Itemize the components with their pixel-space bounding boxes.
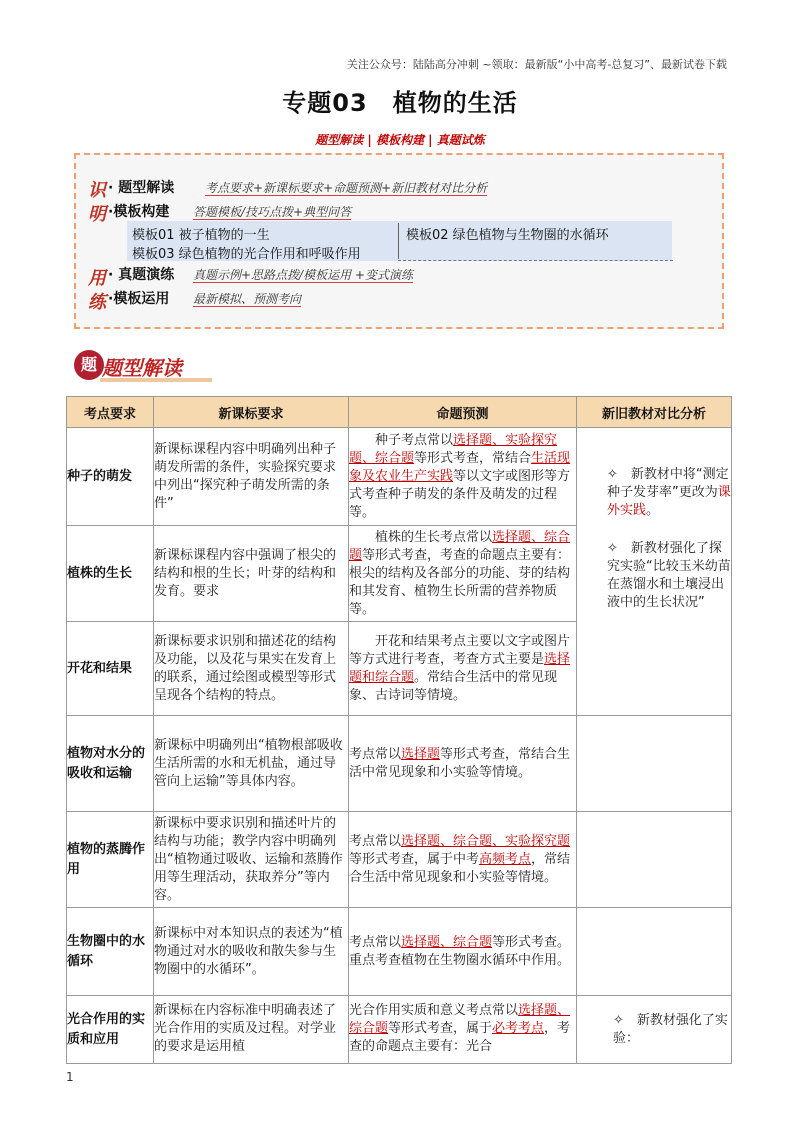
outline-row-desc: 最新模拟、预测考向: [193, 292, 302, 306]
outline-row-label: ·模板构建: [108, 204, 170, 220]
topic-cell: 生物圈中的水循环: [67, 908, 154, 996]
table-row: [67, 428, 732, 526]
requirement-cell: 新课标中要求识别和描述叶片的结构与功能；教学内容中明确列出“植物通过吸收、运输和蒸腾作用等生理活动，获取养分”等内容。: [154, 812, 349, 908]
prediction-cell: 光合作用实质和意义考点常以选择题、综合题等形式考查，属于必考考点，考查的命题点主要有：光合: [349, 996, 577, 1064]
prediction-cell: 考点常以选择题、综合题、实验探究题等形式考查，属于中考高频考点，常结合生活中常见现象和小实验等情境。: [349, 812, 577, 908]
outline-row-desc: 答题模板/技巧点拨+典型问答: [193, 205, 352, 219]
template-item[interactable]: 模板01 被子植物的一生: [132, 228, 270, 243]
topic-cell: 植物的蒸腾作用: [67, 812, 154, 908]
outline-row-label: · 真题演练: [108, 267, 175, 283]
requirement-cell: 新课标要求识别和描述花的结构及功能，以及花与果实在发育上的联系，通过绘图或模型等形式呈现各个结构的特点。: [154, 622, 349, 716]
requirement-cell: 新课标中明确列出“植物根部吸收生活所需的水和无机盐，通过导管向上运输”等具体内容。: [154, 716, 349, 812]
compare-cell: [577, 812, 732, 908]
outline-side-char: 明: [88, 204, 106, 225]
header-compare: 新旧教材对比分析: [577, 397, 732, 428]
template-divider: [398, 223, 399, 259]
topic-cell: 光合作用的实质和应用: [67, 996, 154, 1064]
table-row: [67, 996, 732, 1064]
outline-side-char: 练: [88, 292, 106, 313]
outline-row-label: · 题型解读: [108, 180, 175, 196]
compare-cell: [577, 908, 732, 996]
page-title: 专题03 植物的生活: [282, 89, 518, 117]
topic-cell: 植物对水分的吸收和运输: [67, 716, 154, 812]
outline-row-desc: 考点要求+新课标要求+命题预测+新旧教材对比分析: [205, 181, 488, 195]
outline-row-desc: 真题示例+思路点拨/模板运用 +变式演练: [193, 268, 413, 282]
prediction-cell: 植株的生长考点常以选择题、综合题等形式考查，考查的命题点主要有：根尖的结构及各部分的功能、芽的结构和其发育、植物生长所需的营养物质等。: [349, 526, 577, 622]
template-item[interactable]: 模板02 绿色植物与生物圈的水循环: [406, 228, 609, 243]
outline-side-char: 用: [88, 268, 106, 289]
header-prediction: 命题预测: [349, 397, 577, 428]
topic-cell: 植株的生长: [67, 526, 154, 622]
requirement-cell: 新课标课程内容中强调了根尖的结构和根的生长；叶芽的结构和发育。要求: [154, 526, 349, 622]
header-topic: 考点要求: [67, 397, 154, 428]
page-subtitle: 题型解读 | 模板构建 | 真题试炼: [315, 133, 485, 147]
table-row: [67, 908, 732, 996]
analysis-table: [66, 396, 732, 1064]
requirement-cell: 新课标课程内容中明确列出种子萌发所需的条件，实验探究要求中列出“探究种子萌发所需的条件”: [154, 428, 349, 526]
table-header-row: [67, 397, 732, 428]
section-badge: 题: [74, 350, 104, 380]
compare-cell: ✧ 新教材中将“测定种子发芽率”更改为课外实践。 ✧ 新教材强化了探究实验“比较玉米幼苗在蒸馏水和土壤浸出液中的生长状况”: [577, 428, 732, 716]
outline-row-label: ·模板运用: [108, 291, 170, 307]
compare-cell: [577, 716, 732, 812]
header-new-standard: 新课标要求: [154, 397, 349, 428]
outline-side-char: 识: [88, 180, 106, 201]
template-item[interactable]: 模板03 绿色植物的光合作用和呼吸作用: [132, 247, 361, 262]
requirement-cell: 新课标中对本知识点的表述为“植物通过对水的吸收和散失参与生物圈中的水循环”。: [154, 908, 349, 996]
table-row: [67, 716, 732, 812]
prediction-cell: 开花和结果考点主要以文字或图片等方式进行考查，考查方式主要是选择题和综合题。常结合生活中的常见现象、古诗词等情境。: [349, 622, 577, 716]
prediction-cell: 考点常以选择题、综合题等形式考查。重点考查植物在生物圈水循环中作用。: [349, 908, 577, 996]
topic-cell: 种子的萌发: [67, 428, 154, 526]
table-row: [67, 812, 732, 908]
header-note: 关注公众号：陆陆高分冲刺 ~领取：最新版“小中高考-总复习”、最新试卷下载: [346, 58, 727, 71]
section-title: 题型解读: [102, 356, 182, 380]
prediction-cell: 种子考点常以选择题、实验探究题、综合题等形式考查，常结合生活现象及农业生产实践等以文字或图形等方式考查种子萌发的条件及萌发的过程等。: [349, 428, 577, 526]
prediction-cell: 考点常以选择题等形式考查，常结合生活中常见现象和小实验等情境。: [349, 716, 577, 812]
template-dash-line: [398, 260, 673, 261]
compare-cell: ✧ 新教材强化了实验：: [577, 996, 732, 1064]
requirement-cell: 新课标在内容标准中明确表述了光合作用的实质及过程。对学业的要求是运用植: [154, 996, 349, 1064]
page-number: 1: [66, 1070, 74, 1084]
topic-cell: 开花和结果: [67, 622, 154, 716]
